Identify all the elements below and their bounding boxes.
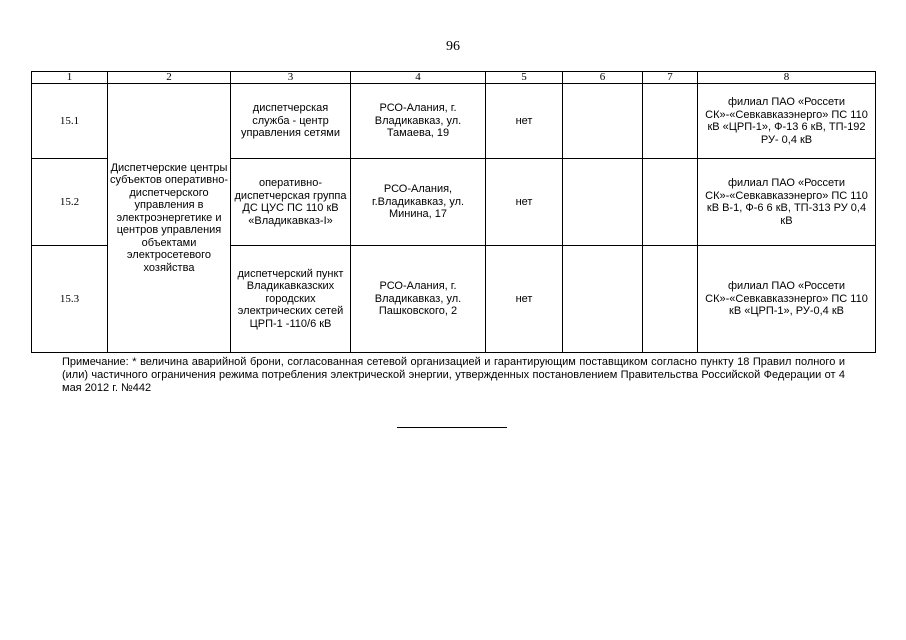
column-header: 4	[351, 72, 486, 84]
facility-name: оперативно-диспетчерская группа ДС ЦУС ПС 110 кВ «Владикавказ-I»	[231, 159, 351, 246]
row-number: 15.2	[32, 159, 108, 246]
column-header: 5	[486, 72, 563, 84]
empty-cell	[563, 159, 643, 246]
power-supply: филиал ПАО «Россети СК»-«Севкавказэнерго» ПС 110 кВ «ЦРП-1», Ф-13 6 кВ, ТП-192 РУ- 0,4 кВ	[698, 84, 876, 159]
column-header: 7	[643, 72, 698, 84]
empty-cell	[643, 246, 698, 353]
column-header: 8	[698, 72, 876, 84]
address: РСО-Алания, г. Владикавказ, ул. Пашковского, 2	[351, 246, 486, 353]
column-header: 2	[108, 72, 231, 84]
column-header: 6	[563, 72, 643, 84]
group-label: Диспетчерские центры субъектов оперативно-диспетчерского управления в электроэнергетике и центров управления объектами электросетевого хозяйства	[108, 84, 231, 353]
reserve-flag: нет	[486, 246, 563, 353]
reserve-flag: нет	[486, 84, 563, 159]
empty-cell	[563, 246, 643, 353]
empty-cell	[643, 84, 698, 159]
facility-name: диспетчерская служба - центр управления сетями	[231, 84, 351, 159]
column-header: 3	[231, 72, 351, 84]
table-row	[32, 84, 876, 159]
footnote: Примечание: * величина аварийной брони, согласованная сетевой организацией и гарантирующим поставщиком согласно пункту 18 Правил полного и (или) частичного ограничения режима потребления электрической энергии, утвержденных постановлением Правительства Российской Федерации от 4 мая 2012 г. №442	[62, 356, 845, 394]
empty-cell	[563, 84, 643, 159]
row-number: 15.3	[32, 246, 108, 353]
row-number: 15.1	[32, 84, 108, 159]
reserve-flag: нет	[486, 159, 563, 246]
empty-cell	[643, 159, 698, 246]
power-supply: филиал ПАО «Россети СК»-«Севкавказэнерго» ПС 110 кВ В-1, Ф-6 6 кВ, ТП-313 РУ 0,4 кВ	[698, 159, 876, 246]
separator-line	[397, 427, 507, 428]
data-table	[31, 71, 876, 353]
address: РСО-Алания, г. Владикавказ, ул. Тамаева, 19	[351, 84, 486, 159]
table-header-row	[32, 72, 876, 84]
address: РСО-Алания, г.Владикавказ, ул. Минина, 17	[351, 159, 486, 246]
facility-name: диспетчерский пункт Владикавказских городских электрических сетей ЦРП-1 -110/6 кВ	[231, 246, 351, 353]
power-supply: филиал ПАО «Россети СК»-«Севкавказэнерго» ПС 110 кВ «ЦРП-1», РУ-0,4 кВ	[698, 246, 876, 353]
column-header: 1	[32, 72, 108, 84]
page-number: 96	[446, 39, 460, 54]
